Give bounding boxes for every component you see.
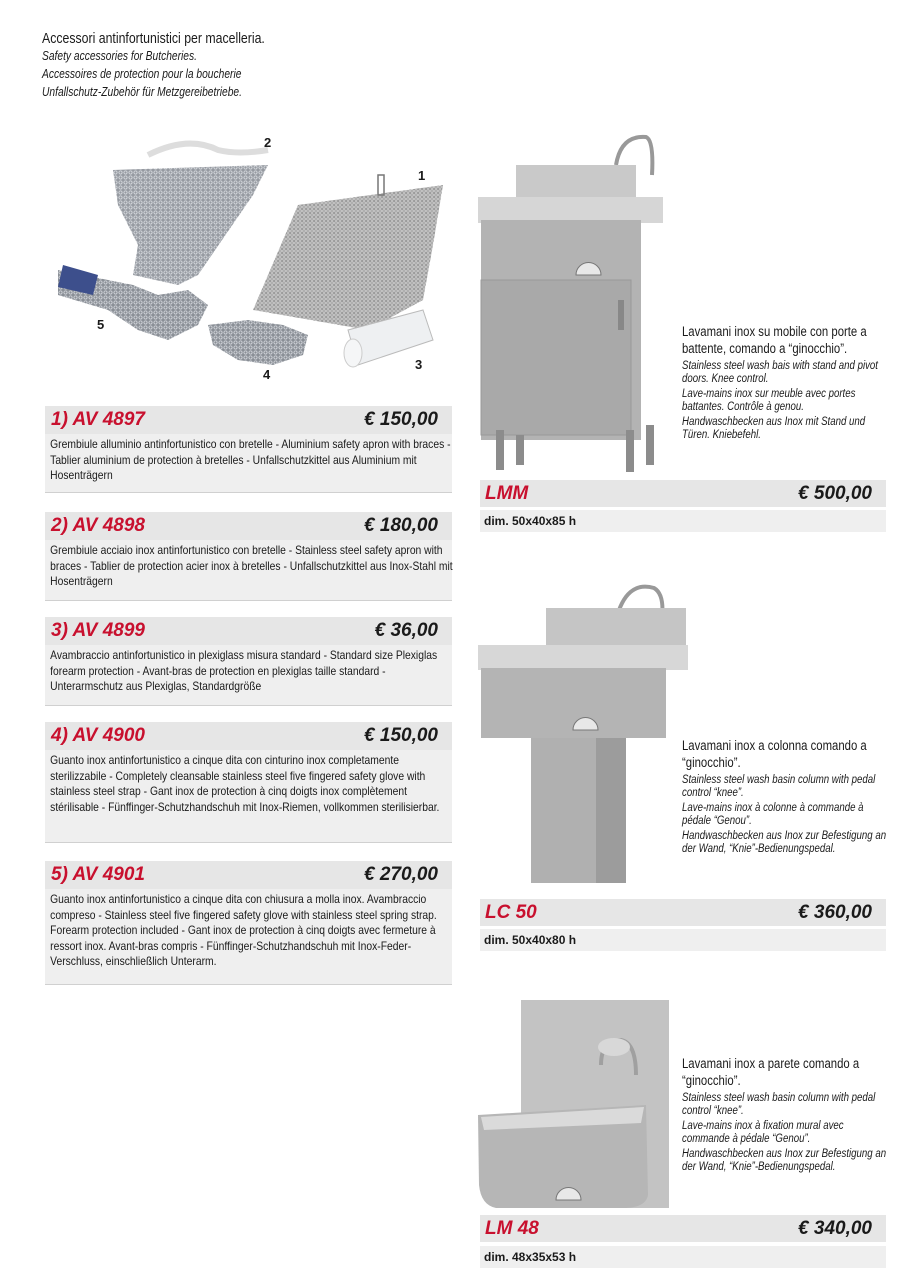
product-description: Grembiule acciaio inox antinfortunistico con bretelle - Stainless steel safety apron with braces - Tablier de protection acier inox à bretelles - Unfallschutzkittel aus Inox-Stahl mit Hosenträgern [50, 543, 453, 588]
product-price: € 150,00 [364, 409, 438, 430]
lm48-desc-de: Handwaschbecken aus Inox zur Befestigung an der Wand, “Knie”-Bedienungspedal. [682, 1148, 887, 1173]
lm48-desc-en: Stainless steel wash basin column with pedal control “knee”. [682, 1092, 876, 1117]
photo-label-2: 2 [264, 135, 272, 150]
product-bar-lc50 [480, 899, 886, 926]
product-bar-av4900 [45, 722, 452, 750]
product-code: 5) AV 4901 [51, 864, 145, 885]
product-desc-av4901 [45, 889, 452, 985]
product-desc-av4898 [45, 540, 452, 601]
washbasin-lmm-photo [476, 125, 676, 480]
product-desc-av4897 [45, 434, 452, 493]
product-price: € 150,00 [364, 725, 438, 746]
product-code: 4) AV 4900 [51, 725, 145, 746]
product-dimensions: dim. 50x40x85 h [480, 510, 886, 532]
lmm-desc-it: Lavamani inox su mobile con porte a battente, comando a “ginocchio”. [682, 324, 867, 356]
lc50-description [682, 737, 887, 855]
product-price: € 340,00 [798, 1217, 872, 1239]
lc50-desc-de: Handwaschbecken aus Inox zur Befestigung an der Wand, “Knie”-Bedienungspedal. [682, 830, 887, 855]
header-title-de: Unfallschutz-Zubehör für Metzgereibetriebe. [42, 85, 242, 99]
product-desc-av4900 [45, 750, 452, 843]
product-price: € 36,00 [374, 620, 438, 641]
product-description: Grembiule alluminio antinfortunistico con bretelle - Aluminium safety apron with braces - Tablier aluminium de protection à bretelles - Unfallschutzkittel aus Aluminium mit Hosenträgern [50, 437, 451, 482]
washbasin-lm48-photo [476, 995, 676, 1213]
lmm-desc-en: Stainless steel wash bais with stand and pivot doors. Knee control. [682, 360, 878, 385]
product-code: 3) AV 4899 [51, 620, 145, 641]
product-code: LC 50 [485, 901, 537, 923]
product-code: 1) AV 4897 [51, 409, 145, 430]
safety-accessories-photo [38, 125, 458, 400]
product-code: 2) AV 4898 [51, 515, 145, 536]
product-price: € 360,00 [798, 901, 872, 923]
product-description: Avambraccio antinfortunistico in plexiglass misura standard - Standard size Plexiglas forearm protection - Avant-bras de protection en plexiglas taille standard - Unterarmschutz aus Plexiglas, Standardgröße [50, 648, 438, 693]
header-title-fr: Accessoires de protection pour la boucherie [42, 67, 242, 81]
product-bar-av4899 [45, 617, 452, 645]
lmm-desc-fr: Lave-mains inox sur meuble avec portes battantes. Contrôle à genou. [682, 388, 856, 413]
photo-label-3: 3 [415, 357, 423, 372]
product-bar-av4898 [45, 512, 452, 540]
product-dimensions: dim. 50x40x80 h [480, 929, 886, 951]
product-description: Guanto inox antinfortunistico a cinque dita con chiusura a molla inox. Avambraccio compreso - Stainless steel five fingered safety glove with stainless steel spring strap. Forearm protection included - Gant inox de protection à cinq doigts avec fermeture à ressort inox. Avant-bras compris - Fünffinger-Schutzhandschuh mit Inox-Feder-Verschluss, einschließlich Unterarm. [50, 892, 437, 968]
product-code: LM 48 [485, 1217, 539, 1239]
lc50-desc-fr: Lave-mains inox à colonne à commande à pédale “Genou”. [682, 802, 864, 827]
lm48-desc-it: Lavamani inox a parete comando a “ginocchio”. [682, 1056, 860, 1088]
product-price: € 180,00 [364, 515, 438, 536]
header-title-en: Safety accessories for Butcheries. [42, 49, 197, 63]
lc50-desc-en: Stainless steel wash basin column with pedal control “knee”. [682, 774, 876, 799]
photo-label-5: 5 [97, 317, 105, 332]
lm48-desc-fr: Lave-mains inox à fixation mural avec commande à pédale “Genou”. [682, 1120, 844, 1145]
product-bar-lm48 [480, 1215, 886, 1242]
photo-label-4: 4 [263, 367, 271, 382]
product-price: € 500,00 [798, 482, 872, 504]
product-price: € 270,00 [364, 864, 438, 885]
product-code: LMM [485, 482, 529, 504]
lc50-desc-it: Lavamani inox a colonna comando a “ginocchio”. [682, 738, 867, 770]
page-header [42, 30, 462, 101]
product-bar-lmm [480, 480, 886, 507]
product-bar-av4901 [45, 861, 452, 889]
lmm-description [682, 323, 887, 441]
header-title-it: Accessori antinfortunistici per macelleria. [42, 30, 265, 47]
lmm-desc-de: Handwaschbecken aus Inox mit Stand und Türen. Kniebefehl. [682, 416, 866, 441]
lm48-description [682, 1055, 887, 1173]
product-bar-av4897 [45, 406, 452, 434]
product-dimensions: dim. 48x35x53 h [480, 1246, 886, 1268]
photo-label-1: 1 [418, 168, 426, 183]
product-description: Guanto inox antinfortunistico a cinque dita con cinturino inox completamente sterilizzabile - Completely cleansable stainless steel five fingered safety glove with stainless steel strap - Gant inox de protection à cinq doigts inox complètement stérilisable - Fünffinger-Schutzhandschuh mit Inox-Riemen, vollkommen sterilisierbar. [50, 753, 440, 814]
washbasin-lc50-photo [476, 570, 696, 890]
product-desc-av4899 [45, 645, 452, 706]
